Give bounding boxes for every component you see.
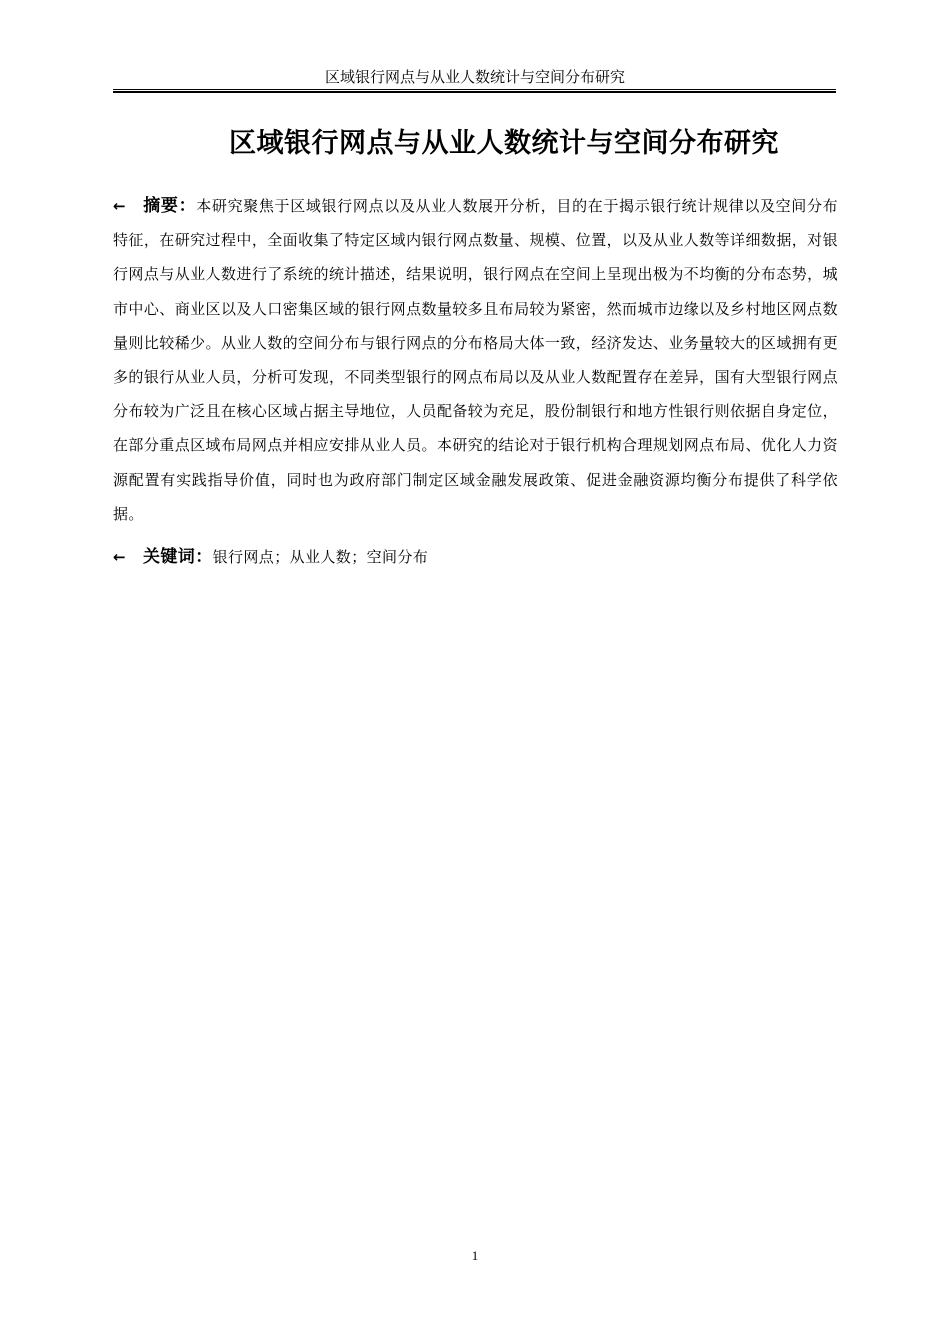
abstract-label: 摘要： — [143, 196, 197, 216]
paragraph-marker-icon: ← — [113, 548, 126, 566]
running-header: 区域银行网点与从业人数统计与空间分布研究 — [324, 68, 625, 86]
document-title: 区域银行网点与从业人数统计与空间分布研究 — [229, 128, 779, 159]
paragraph-marker-icon: ← — [113, 197, 126, 215]
page-number: 1 — [471, 1248, 479, 1263]
header-rule-thick — [113, 91, 836, 93]
header-rule-thin — [113, 89, 836, 90]
keywords-paragraph — [113, 540, 838, 574]
keywords-text: 银行网点；从业人数；空间分布 — [212, 548, 429, 566]
keywords-label: 关键词： — [143, 547, 213, 567]
abstract-paragraph — [113, 189, 838, 531]
abstract-text: 本研究聚焦于区域银行网点以及从业人数展开分析，目的在于揭示银行统计规律以及空间分布特征，在研究过程中，全面收集了特定区域内银行网点数量、规模、位置，以及从业人数等详细数据，对银行网点与从业人数进行了系统的统计描述，结果说明，银行网点在空间上呈现出极为不均衡的分布态势，城市中心、商业区以及人口密集区域的银行网点数量较多且布局较为紧密，然而城市边缘以及乡村地区网点数量则比较稀少。从业人数的空间分布与银行网点的分布格局大体一致，经济发达、业务量较大的区域拥有更多的银行从业人员，分析可发现，不同类型银行的网点布局以及从业人数配置存在差异，国有大型银行网点分布较为广泛且在核心区域占据主导地位，人员配备较为充足，股份制银行和地方性银行则依据自身定位，在部分重点区域布局网点并相应安排从业人员。本研究的结论对于银行机构合理规划网点布局、优化人力资源配置有实践指导价值，同时也为政府部门制定区域金融发展政策、促进金融资源均衡分布提供了科学依据。 — [113, 197, 839, 523]
